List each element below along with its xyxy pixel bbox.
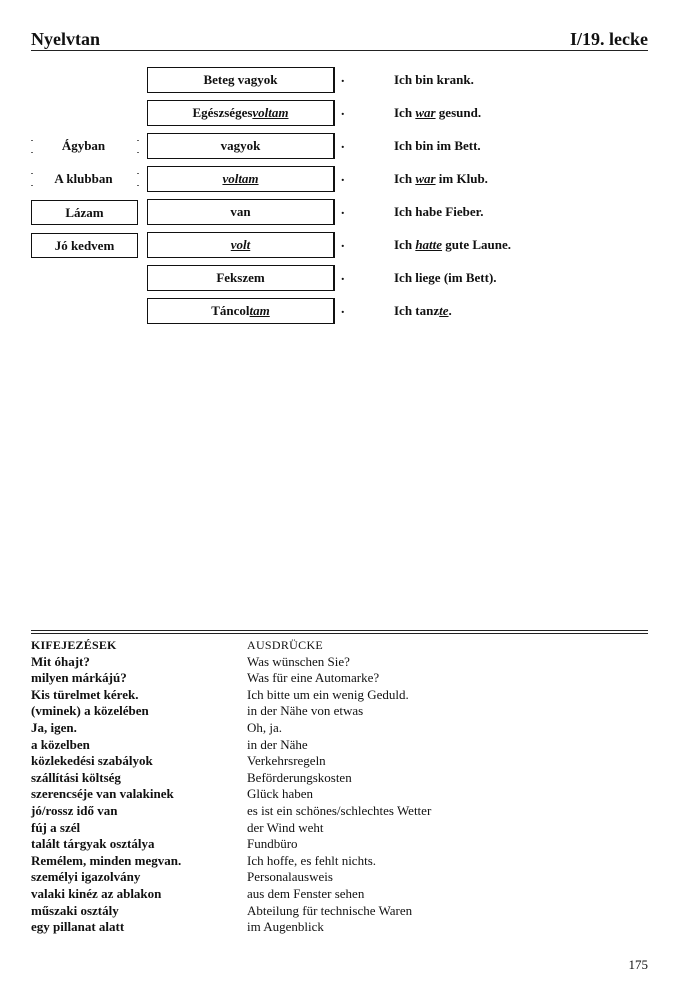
german-text: Ich	[394, 237, 416, 252]
expression-german: Ich hoffe, es fehlt nichts.	[247, 852, 376, 868]
hungarian-phrase-text: Táncol	[211, 303, 250, 318]
drill-divider-bar	[334, 133, 335, 159]
expression-hungarian: Remélem, minden megvan.	[31, 852, 182, 868]
drill-hungarian-phrase	[147, 265, 334, 291]
hungarian-phrase-text: Egészséges	[192, 105, 253, 120]
expression-row	[31, 670, 648, 687]
drill-tick-mark	[137, 152, 139, 153]
expression-german: Abteilung für technische Waren	[247, 902, 413, 918]
drill-hungarian-phrase	[147, 199, 334, 225]
expression-hungarian: valaki kinéz az ablakon	[31, 885, 162, 901]
expression-german: aus dem Fenster sehen	[247, 885, 365, 901]
drill-divider-bar	[334, 199, 335, 225]
expression-hungarian: jó/rossz idő van	[31, 802, 118, 818]
drill-hungarian-phrase	[147, 67, 334, 93]
expression-hungarian: Kis türelmet kérek.	[31, 686, 139, 702]
expression-row	[31, 654, 648, 671]
expression-german: im Augenblick	[247, 919, 324, 935]
hungarian-phrase-highlight: voltam	[222, 171, 259, 186]
header-divider	[31, 50, 648, 51]
expression-german: Personalausweis	[247, 869, 333, 885]
german-text: Ich tanz	[394, 303, 440, 318]
expression-hungarian: milyen márkájú?	[31, 670, 127, 686]
drill-divider-bar	[334, 298, 335, 324]
expression-row	[31, 786, 648, 803]
expression-row	[31, 903, 648, 920]
expression-hungarian: talált tárgyak osztálya	[31, 836, 155, 852]
expression-hungarian: egy pillanat alatt	[31, 919, 125, 935]
drill-divider-bar	[334, 67, 335, 93]
drill-german-translation	[394, 237, 511, 253]
expressions-heading-hu: KIFEJEZÉSEK	[31, 638, 117, 652]
german-highlight: hatte	[415, 237, 443, 252]
expression-row	[31, 820, 648, 837]
german-text: Ich	[394, 171, 416, 186]
drill-divider-bar	[334, 166, 335, 192]
german-highlight: war	[415, 105, 436, 120]
german-suffix: im Klub.	[435, 171, 488, 186]
drill-lead-word: Ágyban	[61, 138, 106, 153]
drill-tick-mark	[137, 185, 139, 186]
drill-tick-mark	[31, 140, 33, 141]
expressions-heading-de: AUSDRÜCKE	[247, 638, 324, 652]
drill-tick-mark	[137, 173, 139, 174]
expression-hungarian: Ja, igen.	[31, 719, 77, 735]
drill-lead-word: Lázam	[31, 200, 138, 225]
drill-hungarian-phrase	[147, 166, 334, 192]
expression-row	[31, 770, 648, 787]
chapter-title: Nyelvtan	[31, 29, 100, 49]
vocab-divider	[31, 630, 648, 631]
expression-row	[31, 853, 648, 870]
drill-tick-mark	[31, 185, 33, 186]
german-highlight: war	[415, 171, 436, 186]
vocab-divider-thin	[31, 633, 648, 634]
drill-tick-mark	[137, 140, 139, 141]
drill-divider-bar	[334, 232, 335, 258]
german-highlight: te	[439, 303, 449, 318]
drill-row	[0, 99, 679, 132]
expression-german: es ist ein schönes/schlechtes Wetter	[247, 802, 432, 818]
german-suffix: gesund.	[435, 105, 482, 120]
drill-german-translation	[394, 171, 488, 187]
drill-german-translation	[394, 303, 452, 319]
drill-period: .	[341, 269, 345, 284]
drill-period: .	[341, 137, 345, 152]
expression-row	[31, 836, 648, 853]
drill-row	[0, 198, 679, 231]
expression-german: in der Nähe	[247, 736, 308, 752]
expression-row	[31, 687, 648, 704]
expression-german: der Wind weht	[247, 819, 324, 835]
expression-german: Verkehrsregeln	[247, 753, 326, 769]
expression-hungarian: műszaki osztály	[31, 902, 119, 918]
drill-divider-bar	[334, 265, 335, 291]
expression-row	[31, 869, 648, 886]
expression-german: Oh, ja.	[247, 719, 283, 735]
hungarian-phrase-highlight: volt	[230, 237, 251, 252]
expression-hungarian: a közelben	[31, 736, 90, 752]
expression-german: Was für eine Automarke?	[247, 670, 380, 686]
drill-german-translation	[394, 72, 474, 88]
german-text: Ich	[394, 105, 416, 120]
drill-period: .	[341, 170, 345, 185]
drill-german-translation	[394, 204, 483, 220]
expression-german: Ich bitte um ein wenig Geduld.	[247, 686, 409, 702]
lesson-number: I/19. lecke	[570, 29, 648, 49]
drill-tick-mark	[31, 173, 33, 174]
drill-lead-word: A klubban	[54, 171, 113, 186]
hungarian-phrase-text: vagyok	[220, 138, 261, 153]
drill-hungarian-phrase	[147, 100, 334, 126]
german-text: Ich bin im Bett.	[394, 138, 481, 153]
drill-row	[0, 132, 679, 165]
hungarian-phrase-highlight: tam	[249, 303, 270, 318]
drill-period: .	[341, 203, 345, 218]
drill-row	[0, 66, 679, 99]
drill-row	[0, 297, 679, 330]
page-number: 175	[628, 957, 648, 972]
german-text: Ich habe Fieber.	[394, 204, 484, 219]
drill-german-translation	[394, 105, 481, 121]
drill-row	[0, 165, 679, 198]
expression-german: Beförderungskosten	[247, 769, 352, 785]
drill-german-translation	[394, 138, 481, 154]
expression-row	[31, 737, 648, 754]
expression-row	[31, 753, 648, 770]
expression-hungarian: szállítási költség	[31, 769, 121, 785]
german-suffix: gute Laune.	[442, 237, 512, 252]
german-text: Ich bin krank.	[394, 72, 474, 87]
drill-hungarian-phrase	[147, 232, 334, 258]
expressions-heading-row	[31, 637, 648, 654]
drill-german-translation	[394, 270, 497, 286]
expression-german: in der Nähe von etwas	[247, 703, 364, 719]
drill-period: .	[341, 104, 345, 119]
expression-hungarian: közlekedési szabályok	[31, 753, 153, 769]
drill-row	[0, 231, 679, 264]
drill-period: .	[341, 302, 345, 317]
drill-hungarian-phrase	[147, 298, 334, 324]
german-suffix: .	[448, 303, 452, 318]
drill-row	[0, 264, 679, 297]
expression-hungarian: személyi igazolvány	[31, 869, 141, 885]
hungarian-phrase-text: van	[230, 204, 251, 219]
drill-hungarian-phrase	[147, 133, 334, 159]
expression-german: Was wünschen Sie?	[247, 653, 350, 669]
expression-german: Glück haben	[247, 786, 314, 802]
expression-row	[31, 919, 648, 936]
hungarian-phrase-highlight: voltam	[252, 105, 289, 120]
hungarian-phrase-text: Fekszem	[216, 270, 265, 285]
drill-period: .	[341, 236, 345, 251]
expression-row	[31, 703, 648, 720]
hungarian-phrase-text: Beteg vagyok	[203, 72, 278, 87]
drill-tick-mark	[31, 152, 33, 153]
drill-lead-word: Jó kedvem	[31, 233, 138, 258]
expression-german: Fundbüro	[247, 836, 298, 852]
expressions-list	[31, 637, 648, 936]
expression-hungarian: szerencséje van valakinek	[31, 786, 174, 802]
drill-divider-bar	[334, 100, 335, 126]
expression-hungarian: Mit óhajt?	[31, 653, 90, 669]
expression-row	[31, 803, 648, 820]
expression-hungarian: fúj a szél	[31, 819, 81, 835]
drill-period: .	[341, 71, 345, 86]
german-text: Ich liege (im Bett).	[394, 270, 497, 285]
expression-row	[31, 720, 648, 737]
expression-row	[31, 886, 648, 903]
expression-hungarian: (vminek) a közelében	[31, 703, 149, 719]
